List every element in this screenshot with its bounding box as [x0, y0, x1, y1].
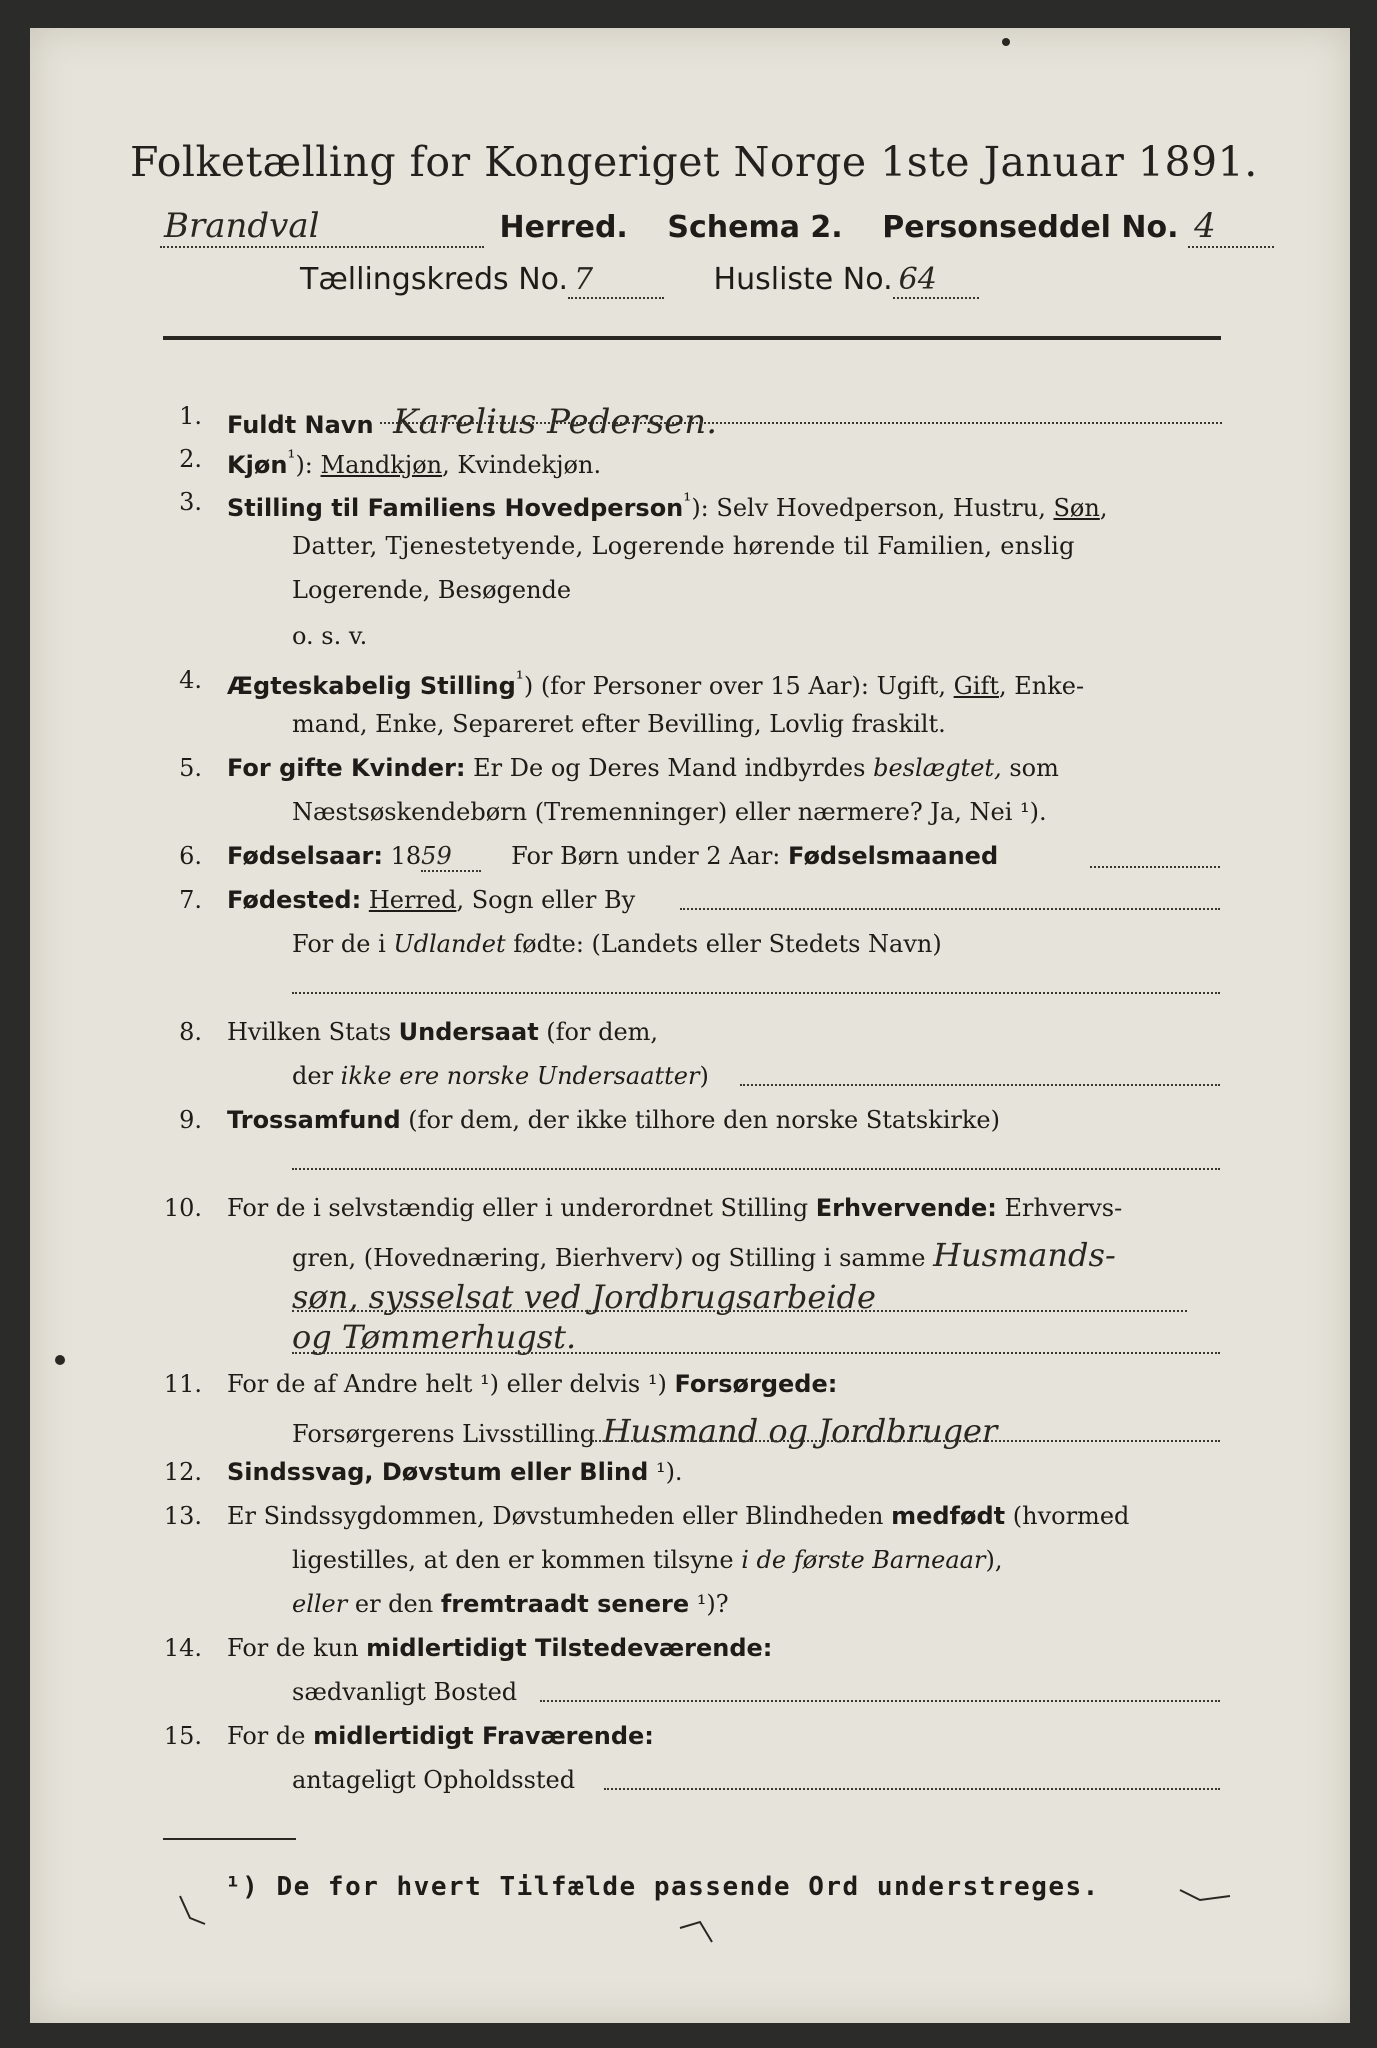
q9-label: Trossamfund	[227, 1106, 401, 1134]
q11-value: Husmand og Jordbruger	[602, 1412, 998, 1450]
q2-sup: ¹	[287, 445, 296, 469]
q3-label: Stilling til Familiens Hovedperson	[227, 494, 684, 522]
herred-value: Brandval	[160, 206, 484, 248]
q13-text3b: ¹)?	[689, 1590, 729, 1618]
q3-line4: o. s. v.	[292, 622, 368, 650]
q13-text1a: Er Sindssygdommen, Døvstumheden eller Blindheden	[227, 1502, 892, 1530]
ink-stroke-left	[180, 1896, 205, 1924]
personseddel-label: Personseddel No.	[882, 210, 1179, 245]
q7-label: Fødested:	[227, 886, 362, 914]
q6-label2: Fødselsmaaned	[788, 842, 999, 870]
q14-line2: sædvanligt Bosted	[292, 1678, 518, 1706]
q4-text1: ) (for Personer over 15 Aar): Ugift,	[523, 672, 954, 700]
q5-italic: beslægtet,	[873, 754, 1002, 782]
q4-text1b: , Enke-	[999, 672, 1085, 700]
q1-label: Fuldt Navn	[227, 411, 374, 439]
q13-text2b: ),	[985, 1546, 1003, 1574]
q13-text3a: er den	[347, 1590, 441, 1618]
q10-text1a: For de i selvstændig eller i underordnet Stilling	[227, 1194, 816, 1222]
q10-text1b: Erhvervs-	[996, 1194, 1123, 1222]
q8-label: Undersaat	[398, 1018, 539, 1046]
q10-value3: og Tømmerhugst.	[292, 1318, 577, 1356]
q6-value: 59	[421, 842, 481, 872]
q2-text: ):	[295, 451, 321, 479]
q13-number: 13.	[163, 1502, 202, 1530]
q8-text2b: )	[699, 1062, 709, 1090]
q8-text1b: (for dem,	[538, 1018, 659, 1046]
q5-number: 5.	[179, 754, 202, 782]
q4-number: 4.	[179, 666, 202, 694]
schema-label: Schema 2.	[667, 210, 843, 245]
q14-text1a: For de kun	[227, 1634, 367, 1662]
q1-value: Karelius Pedersen.	[393, 402, 718, 442]
q4-line2: mand, Enke, Separeret efter Bevilling, Lovlig fraskilt.	[292, 710, 946, 738]
q7-option-herred: Herred	[368, 886, 457, 914]
q3-option-son: Søn	[1053, 494, 1100, 522]
q6-label: Fødselsaar:	[227, 842, 383, 870]
kreds-value: 7	[568, 262, 664, 299]
footnote: ¹) De for hvert Tilfælde passende Ord understreges.	[225, 1872, 1100, 1902]
form-title: Folketælling for Kongeriget Norge 1ste Januar 1891.	[130, 138, 1258, 186]
q10-number: 10.	[163, 1194, 202, 1222]
q8-text2a: der	[292, 1062, 341, 1090]
q12-text: ¹).	[648, 1458, 683, 1486]
q1-number: 1.	[179, 402, 202, 430]
q7-text2a: For de i	[292, 930, 394, 958]
q10-label: Erhvervende:	[815, 1194, 997, 1222]
q7-number: 7.	[179, 886, 202, 914]
q8-number: 8.	[179, 1018, 202, 1046]
q10-text2: gren, (Hovednæring, Bierhverv) og Stilling i samme	[292, 1244, 934, 1272]
q2-option-mandkjon: Mandkjøn	[320, 451, 443, 479]
q6-number: 6.	[179, 842, 202, 870]
q2-label: Kjøn	[227, 451, 288, 479]
q6-prefix: 18	[383, 842, 422, 870]
ink-dot-left	[55, 1355, 65, 1365]
q13-label: medfødt	[891, 1502, 1006, 1530]
q8-italic: ikke ere norske Undersaatter	[340, 1062, 700, 1090]
q9-number: 9.	[179, 1106, 202, 1134]
q3-number: 3.	[179, 488, 202, 516]
q5-label: For gifte Kvinder:	[227, 754, 466, 782]
q5-text1b: som	[1001, 754, 1059, 782]
q2-rest: , Kvindekjøn.	[442, 451, 602, 479]
q3-text1: ): Selv Hovedperson, Hustru,	[691, 494, 1054, 522]
q15-text1a: For de	[227, 1722, 314, 1750]
q3-line2: Datter, Tjenestetyende, Logerende hørende til Familien, enslig	[292, 532, 1075, 560]
q7-italic: Udlandet	[393, 930, 506, 958]
q13-text1b: (hvormed	[1005, 1502, 1130, 1530]
q3-line3: Logerende, Besøgende	[292, 576, 572, 604]
q15-line2: antageligt Opholdssted	[292, 1766, 576, 1794]
q9-text1: (for dem, der ikke tilhore den norske Statskirke)	[400, 1106, 1000, 1134]
personseddel-value: 4	[1188, 206, 1274, 248]
q7-text1: , Sogn eller By	[456, 886, 636, 914]
q6-text: For Børn under 2 Aar:	[511, 842, 789, 870]
q4-label: Ægteskabelig Stilling	[227, 672, 516, 700]
q5-line2: Næstsøskendebørn (Tremenninger) eller nærmere? Ja, Nei ¹).	[292, 798, 1047, 826]
q13-label3: fremtraadt senere	[440, 1590, 690, 1618]
q11-text1a: For de af Andre helt ¹) eller delvis ¹)	[227, 1370, 675, 1398]
q14-label: midlertidigt Tilstedeværende:	[366, 1634, 773, 1662]
q15-number: 15.	[163, 1722, 202, 1750]
q8-text1a: Hvilken Stats	[227, 1018, 399, 1046]
q7-text2b: fødte: (Landets eller Stedets Navn)	[505, 930, 942, 958]
q3-text1b: ,	[1099, 494, 1108, 522]
q4-sup: ¹	[515, 666, 524, 690]
q11-number: 11.	[163, 1370, 202, 1398]
q13-italic2: i de første Barneaar	[741, 1546, 986, 1574]
herred-label: Herred.	[499, 210, 628, 245]
q2-number: 2.	[179, 445, 202, 473]
q3-sup: ¹	[683, 488, 692, 512]
q4-option-gift: Gift	[953, 672, 999, 700]
q13-text2a: ligestilles, at den er kommen tilsyne	[292, 1546, 742, 1574]
husliste-label: Husliste No.	[713, 262, 893, 297]
kreds-label: Tællingskreds No.	[300, 262, 568, 297]
q14-number: 14.	[163, 1634, 202, 1662]
husliste-value: 64	[893, 262, 979, 299]
q12-label: Sindssvag, Døvstum eller Blind	[227, 1458, 649, 1486]
ink-stroke-mid	[680, 1922, 712, 1942]
ink-stroke-right	[1180, 1890, 1230, 1900]
q10-value2: søn, sysselsat ved Jordbrugsarbeide	[292, 1278, 876, 1316]
q11-label: Forsørgede:	[674, 1370, 838, 1398]
q11-text2: Forsørgerens Livsstilling	[292, 1420, 603, 1448]
ink-dot-top	[1002, 38, 1010, 46]
q13-italic3: eller	[292, 1590, 348, 1618]
q15-label: midlertidigt Fraværende:	[313, 1722, 654, 1750]
q12-number: 12.	[163, 1458, 202, 1486]
q10-value1: Husmands-	[933, 1236, 1116, 1274]
q5-text1: Er De og Deres Mand indbyrdes	[465, 754, 874, 782]
